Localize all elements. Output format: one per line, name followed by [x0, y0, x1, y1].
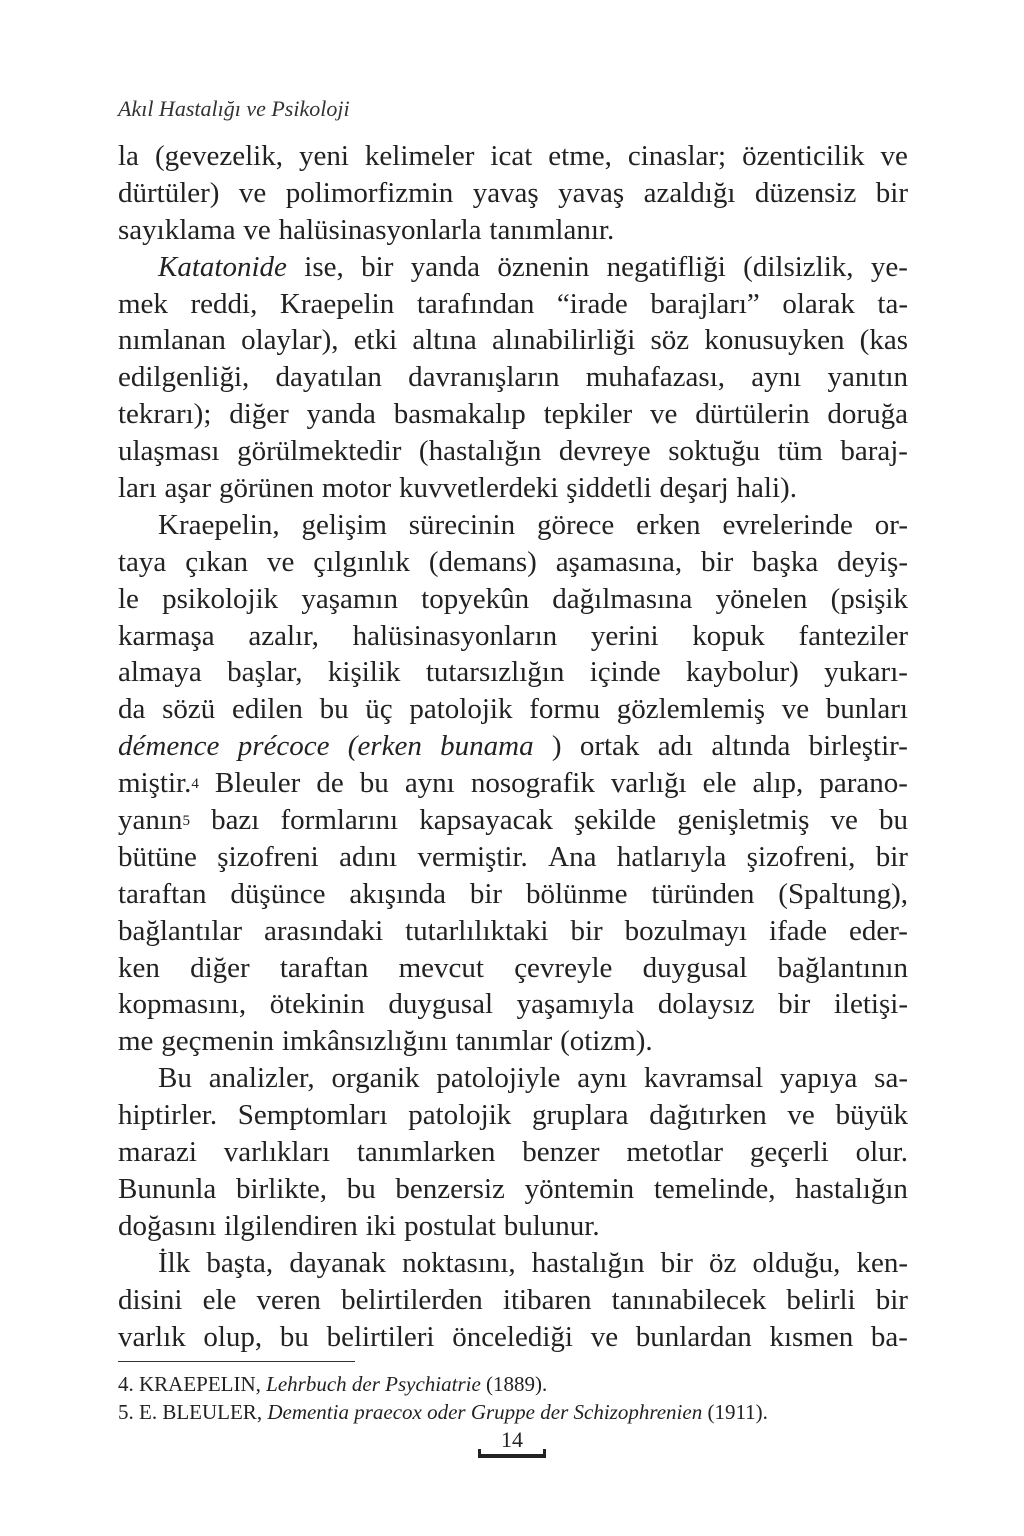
word: belirli — [786, 1283, 856, 1316]
text-line — [118, 249, 908, 286]
word: tüm — [777, 435, 823, 468]
footnote-author: E. BLEULER, — [139, 1400, 263, 1424]
word: azaldığı — [643, 176, 736, 209]
word: Bleuler — [214, 767, 301, 800]
word: deşarj — [659, 472, 729, 505]
footnote-year: (1889). — [486, 1372, 548, 1396]
word: dolaysız — [657, 988, 755, 1021]
word: görülmektedir — [237, 435, 402, 468]
word: formu — [529, 693, 601, 726]
word: kavramsal — [644, 1062, 764, 1095]
word: (kas — [859, 324, 908, 357]
word: ele — [702, 767, 737, 800]
word: bunları — [825, 693, 908, 726]
word: Bu — [158, 1062, 192, 1095]
word: (gevezelik, — [154, 140, 283, 172]
word: yanıtın — [827, 361, 908, 394]
page-number: 14 — [501, 1427, 523, 1452]
text-line — [118, 802, 908, 839]
word: précoce — [237, 730, 330, 763]
text-line — [118, 1171, 908, 1208]
word: me — [118, 1025, 154, 1058]
text-line — [118, 728, 908, 765]
text-line — [118, 175, 908, 212]
word: bazı — [211, 804, 260, 837]
word: itibaren — [502, 1283, 592, 1316]
word: bu — [359, 767, 389, 800]
word: iki — [365, 1209, 397, 1242]
text-line — [118, 212, 908, 249]
running-header: Akıl Hastalığı ve Psikoloji — [118, 96, 350, 121]
word: ye- — [870, 250, 908, 283]
word: başlar, — [227, 656, 303, 689]
word: benzersiz — [395, 1172, 505, 1205]
word: kuvvetlerdeki — [398, 472, 559, 505]
word: bir — [778, 988, 811, 1021]
word: şekilde — [573, 804, 657, 837]
word: sa- — [874, 1062, 908, 1095]
word: varlık — [118, 1320, 186, 1353]
word: bağlantının — [777, 951, 908, 984]
text-line — [118, 322, 908, 359]
word: akışında — [349, 877, 446, 910]
word: doruğa — [827, 398, 908, 431]
word: üç — [365, 693, 393, 726]
word: hiptirler. — [118, 1099, 218, 1132]
footnote-number: 5. — [118, 1400, 134, 1424]
word: yavaş — [472, 176, 539, 209]
word: taya — [118, 545, 167, 578]
word: icat — [490, 140, 533, 172]
text-line — [118, 618, 908, 655]
word: bir — [469, 877, 503, 910]
word: nosografik — [470, 767, 595, 800]
word: başta, — [206, 1246, 274, 1279]
footnotes — [118, 1370, 908, 1426]
word: ötekinin — [269, 988, 365, 1021]
word: topyekûn — [421, 582, 530, 615]
word: tekrarı); — [118, 398, 212, 431]
word: yapıya — [780, 1062, 858, 1095]
word: psikolojik — [162, 582, 279, 615]
footnote-number: 4. — [118, 1372, 134, 1396]
word: disini — [118, 1283, 183, 1316]
word: özenticilik — [742, 140, 865, 172]
word: ve — [880, 140, 908, 172]
word: olarak — [782, 287, 855, 320]
word: eder- — [848, 914, 908, 947]
word: edilen — [231, 693, 303, 726]
word: yukarı- — [824, 656, 908, 689]
word: analizler, — [208, 1062, 315, 1095]
word: imkânsızlığını — [281, 1025, 448, 1058]
word: konusuyken — [704, 324, 845, 357]
word: hatlarıyla — [616, 840, 727, 873]
word: çevreyle — [514, 951, 613, 984]
word: yerini — [590, 619, 659, 652]
word: Ana — [548, 840, 597, 873]
word: bulunur. — [503, 1209, 600, 1242]
word: benzer — [522, 1136, 600, 1169]
word: tarafından — [416, 287, 535, 320]
word: (psişik — [830, 582, 908, 615]
word: motor — [321, 472, 392, 505]
word: marazi — [118, 1136, 197, 1169]
word: nımlanan — [118, 324, 226, 357]
word: görece — [536, 508, 615, 541]
word: bir — [875, 840, 908, 873]
word: yaşamıyla — [516, 988, 635, 1021]
word: “irade — [556, 287, 628, 320]
body-text — [118, 138, 908, 1355]
word: etme, — [548, 140, 612, 172]
word: yaşamın — [301, 582, 398, 615]
word: karmaşa — [118, 619, 215, 652]
text-line — [118, 913, 908, 950]
word: doğasını — [118, 1209, 217, 1242]
text-line — [118, 433, 908, 470]
word: (Spaltung), — [778, 877, 908, 910]
word: çıkan — [185, 545, 249, 578]
word: Kraepelin — [279, 287, 395, 320]
word: davranışların — [408, 361, 560, 394]
word: parano- — [819, 767, 908, 800]
word: bütüne — [118, 840, 197, 873]
word: ve — [266, 545, 295, 578]
word: geçerli — [749, 1136, 829, 1169]
word: mevcut — [398, 951, 484, 984]
word: le — [118, 582, 139, 615]
word: şizofreni, — [746, 840, 856, 873]
word: evrelerinde — [722, 508, 853, 541]
word: belirtilerden — [341, 1283, 483, 1316]
word: büyük — [835, 1099, 908, 1132]
word: bu — [279, 1320, 309, 1353]
word: içinde — [589, 656, 661, 689]
word: dağılmasına — [552, 582, 693, 615]
word: (hastalığın — [418, 435, 542, 468]
word: halüsinasyonların — [352, 619, 558, 652]
word: bu — [319, 693, 349, 726]
word: bir — [875, 176, 908, 209]
word: barajları” — [650, 287, 760, 320]
word: söz — [650, 324, 690, 357]
word: polimorfizmin — [285, 176, 454, 209]
footnote-4 — [118, 1370, 908, 1398]
word: aynı — [404, 767, 455, 800]
word: almaya — [118, 656, 202, 689]
word: türünden — [651, 877, 755, 910]
word: postulat — [404, 1209, 496, 1242]
footnote-author: KRAEPELIN, — [139, 1372, 261, 1396]
word: sürecinin — [408, 508, 516, 541]
word: bu — [346, 1172, 376, 1205]
word: hali). — [736, 472, 797, 505]
word: gruplara — [531, 1099, 629, 1132]
word: duygusal — [388, 988, 494, 1021]
word: bir — [570, 914, 603, 947]
word: formlarını — [280, 804, 399, 837]
word: duygusal — [642, 951, 748, 984]
word: diğer — [229, 398, 289, 431]
text-line — [118, 839, 908, 876]
word: kopmasını, — [118, 988, 247, 1021]
word: sayıklama — [118, 213, 236, 246]
word: dayatılan — [275, 361, 382, 394]
word: soktuğu — [668, 435, 761, 468]
word: yeni — [298, 140, 349, 172]
word: diğer — [190, 951, 250, 984]
word: bu — [879, 804, 908, 837]
word: ve — [781, 693, 810, 726]
word: genişletmiş — [677, 804, 810, 837]
word: halüsinasyonlarla — [278, 213, 482, 246]
word: hastalığın — [531, 1246, 645, 1279]
word: olur. — [855, 1136, 908, 1169]
word: tepkiler — [543, 398, 633, 431]
text-line — [118, 396, 908, 433]
word: yanda — [306, 398, 376, 431]
text-line — [118, 986, 908, 1023]
word: kaybolur) — [686, 656, 799, 689]
text-line — [118, 544, 908, 581]
text-line — [118, 581, 908, 618]
word: (dilsizlik, — [743, 250, 854, 283]
word: cinaslar; — [627, 140, 727, 172]
word: tanımlanır. — [489, 213, 615, 246]
word: yanın$^5$ — [118, 804, 190, 837]
word: Bununla — [118, 1172, 217, 1205]
word: dürtüler) — [118, 176, 220, 209]
word: gelişim — [301, 508, 387, 541]
word: şiddetli — [566, 472, 652, 505]
word: olaylar), — [241, 324, 339, 357]
text-line — [118, 1134, 908, 1171]
footnote-5 — [118, 1398, 908, 1426]
word: negatifliği — [606, 250, 726, 283]
word: aynı — [751, 361, 802, 394]
word: Kraepelin, — [158, 508, 280, 541]
word: iletişi- — [833, 988, 908, 1021]
word: ba- — [870, 1320, 908, 1353]
word: çılgınlık — [313, 545, 410, 578]
word: ve — [590, 1320, 619, 1353]
word: kişilik — [327, 656, 401, 689]
word: ve — [243, 213, 271, 246]
word: öznenin — [497, 250, 590, 283]
word: tutarsızlığın — [425, 656, 565, 689]
word: edilgenliği, — [118, 361, 250, 394]
word: yavaş — [558, 176, 625, 209]
word: bir — [361, 250, 394, 283]
word: adını — [339, 840, 398, 873]
word: (demans) — [428, 545, 537, 578]
word: or- — [874, 508, 908, 541]
word: deyiş- — [837, 545, 908, 578]
word: yöntemin — [524, 1172, 635, 1205]
word: kopuk — [692, 619, 765, 652]
word: kapsayacak — [419, 804, 553, 837]
footnote-title: Lehrbuch der Psychiatrie — [266, 1372, 481, 1396]
word: tanımlar — [455, 1025, 553, 1058]
word: arasındaki — [263, 914, 384, 947]
word: metotlar — [626, 1136, 723, 1169]
word: ken- — [856, 1246, 908, 1279]
text-line — [118, 1245, 908, 1282]
word: ken — [118, 951, 160, 984]
word: tanımlarken — [356, 1136, 496, 1169]
word: başka — [752, 545, 819, 578]
word: patolojik — [409, 693, 513, 726]
word: veren — [256, 1283, 321, 1316]
word: patolojik — [408, 1099, 512, 1132]
word: devreye — [558, 435, 651, 468]
text-line — [118, 1282, 908, 1319]
word: düzensiz — [754, 176, 857, 209]
text-line — [118, 691, 908, 728]
text-line — [118, 654, 908, 691]
word: miştir.$^4$ — [118, 767, 199, 800]
word: aşamasına, — [555, 545, 683, 578]
word: erken — [636, 508, 701, 541]
word: bozulmayı — [624, 914, 748, 947]
word: birleştir- — [808, 730, 908, 763]
word: olup, — [203, 1320, 263, 1353]
text-line — [118, 1097, 908, 1134]
text-line — [118, 286, 908, 323]
word: temelinde, — [653, 1172, 776, 1205]
word: bir — [875, 1283, 908, 1316]
word: varlığı — [610, 767, 687, 800]
word: sözü — [162, 693, 216, 726]
word: vermiştir. — [417, 840, 528, 873]
word: düşünce — [230, 877, 326, 910]
word: birlikte, — [235, 1172, 327, 1205]
word: ortak — [579, 730, 640, 763]
word: taraftan — [118, 877, 207, 910]
word: bağlantılar — [118, 914, 243, 947]
word: belirtileri — [326, 1320, 435, 1353]
footnote-title: Dementia praecox oder Gruppe der Schizophrenien — [267, 1400, 703, 1424]
word: ta- — [877, 287, 908, 320]
word: patolojiyle — [436, 1062, 561, 1095]
text-line — [118, 765, 908, 802]
word: Semptomları — [237, 1099, 388, 1132]
word: kelimeler — [364, 140, 475, 172]
word: dürtülerin — [695, 398, 810, 431]
word: ilgilendiren — [224, 1209, 358, 1242]
word: la — [118, 140, 139, 172]
word: gözlemlemiş — [616, 693, 765, 726]
word: noktasını, — [402, 1246, 516, 1279]
word: organik — [331, 1062, 420, 1095]
text-line — [118, 1060, 908, 1097]
text-line — [118, 507, 908, 544]
word: kısmen — [769, 1320, 854, 1353]
word: dayanak — [289, 1246, 386, 1279]
word: taraftan — [279, 951, 369, 984]
word: ve — [238, 176, 267, 209]
word: öz — [709, 1246, 737, 1279]
word: ve — [650, 398, 678, 431]
footnote-reference: 5 — [182, 813, 190, 830]
word: ) — [551, 730, 562, 763]
word: basmakalıp — [393, 398, 526, 431]
word: altında — [711, 730, 791, 763]
text-line — [118, 359, 908, 396]
text-line — [118, 1319, 908, 1356]
word: reddi, — [190, 287, 258, 320]
word: yönelen — [715, 582, 808, 615]
footnote-reference: 4 — [191, 776, 199, 793]
word: altına — [412, 324, 477, 357]
text-line — [118, 1023, 908, 1060]
word: bunlardan — [635, 1320, 752, 1353]
word: bunama — [440, 730, 534, 763]
word: muhafazası, — [585, 361, 726, 394]
word: tanınabilecek — [611, 1283, 767, 1316]
word: azalır, — [248, 619, 319, 652]
text-line — [118, 138, 908, 175]
word: ve — [787, 1099, 815, 1132]
word: da — [118, 693, 146, 726]
word: geçmenin — [161, 1025, 274, 1058]
footnote-divider — [118, 1361, 355, 1362]
word: hastalığın — [795, 1172, 908, 1205]
word: bir — [701, 545, 734, 578]
word: ele — [202, 1283, 237, 1316]
word: alınabilirliği — [491, 324, 636, 357]
word: ve — [830, 804, 858, 837]
word: ları — [118, 472, 157, 505]
word: ulaşması — [118, 435, 220, 468]
word: (otizm). — [560, 1025, 653, 1058]
word: tutarlılıktaki — [405, 914, 549, 947]
word: mek — [118, 287, 168, 320]
word: İlk — [158, 1246, 191, 1279]
word: bir — [660, 1246, 693, 1279]
word: baraj- — [840, 435, 908, 468]
word: şizofreni — [217, 840, 319, 873]
word: aynı — [577, 1062, 628, 1095]
word: görünen — [219, 472, 315, 505]
word: dağıtırken — [649, 1099, 767, 1132]
word: ifade — [769, 914, 827, 947]
word: varlıkları — [223, 1136, 331, 1169]
text-line — [118, 1208, 908, 1245]
text-line — [118, 950, 908, 987]
word: öncelediği — [452, 1320, 573, 1353]
word: yanda — [410, 250, 480, 283]
word: olduğu, — [752, 1246, 841, 1279]
text-line — [118, 876, 908, 913]
text-line — [118, 470, 908, 507]
word: aşar — [164, 472, 212, 505]
word: fanteziler — [798, 619, 908, 652]
page-number-ornament — [478, 1454, 546, 1458]
word: bölünme — [525, 877, 628, 910]
word: alıp, — [752, 767, 804, 800]
footnote-year: (1911). — [707, 1400, 768, 1424]
word: de — [316, 767, 344, 800]
word: (erken — [347, 730, 422, 763]
word: etki — [353, 324, 398, 357]
word: Katatonide — [158, 250, 287, 283]
word: démence — [118, 730, 220, 763]
word: adı — [657, 730, 694, 763]
word: ise, — [304, 250, 344, 283]
